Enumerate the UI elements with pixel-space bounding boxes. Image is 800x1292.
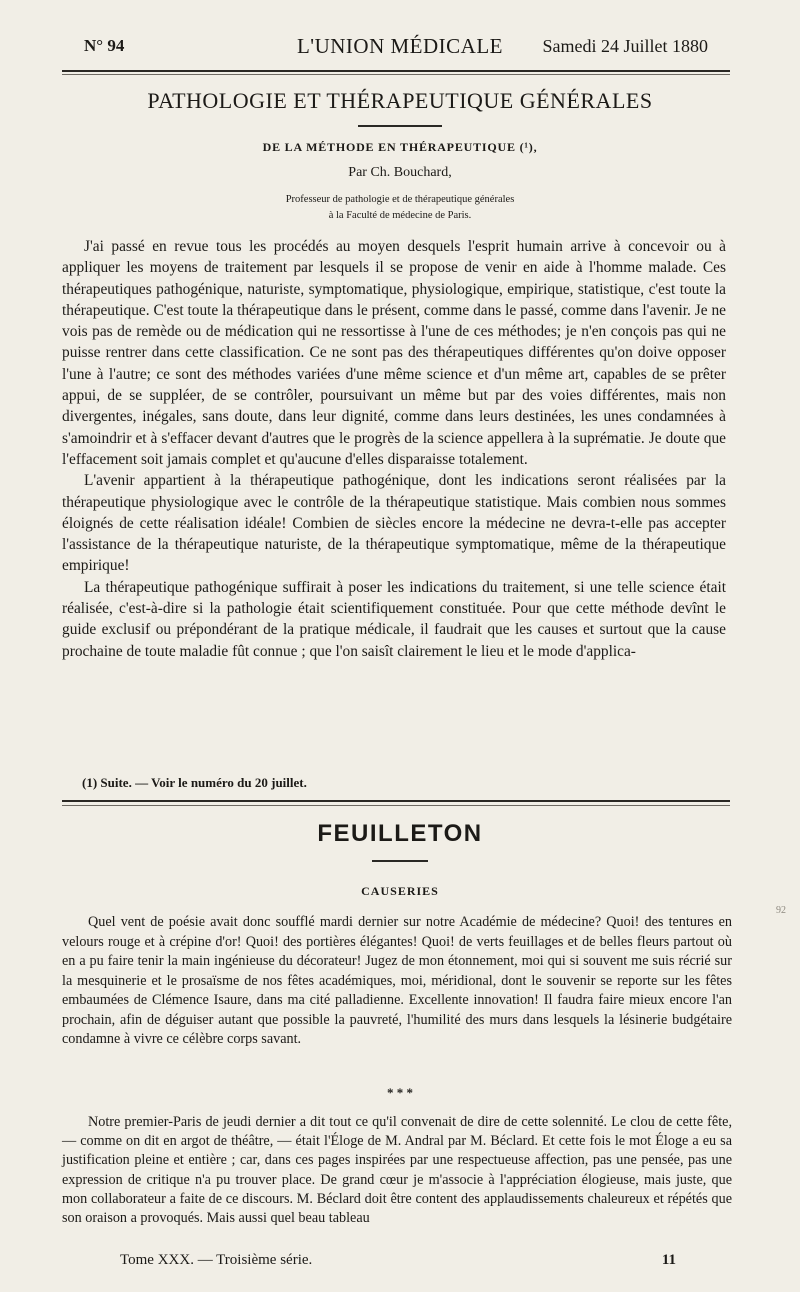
tome-label: Tome XXX. — Troisième série. bbox=[120, 1252, 313, 1268]
margin-mark: 92 bbox=[776, 905, 786, 916]
feuilleton-paragraph: Notre premier-Paris de jeudi dernier a dit tout ce qu'il convenait de dire de cette solennité. Le clou de cette fête, — comme on dit en argot de théâtre, — était l'Éloge de M. Andral par M. Béclard. Et cette fois le mot Éloge a eu sa justification pleine et entière ; car, dans ces pages inspirées par une respectueuse affection, pas une pensée, pas une expression de critique n'a pu trouver place. De grand cœur je m'associe à l'appréciation élogieuse, mais juste, que mon collaborateur a faite de ce discours. M. Béclard doit être content des applaudissements chaleureux et répétés que son oraison a provoqués. Mais aussi quel beau tableau bbox=[62, 1114, 732, 1227]
feuilleton-subheading: CAUSERIES bbox=[361, 884, 439, 898]
feuilleton-body-continued bbox=[62, 1113, 732, 1228]
affiliation-line-1: Professeur de pathologie et de thérapeutique générales bbox=[285, 194, 515, 205]
feuilleton-rule bbox=[62, 800, 730, 802]
article-byline: Par Ch. Bouchard, bbox=[348, 165, 452, 180]
page-number: 11 bbox=[661, 1252, 676, 1268]
article-title-note: (¹), bbox=[519, 140, 538, 154]
feuilleton-paragraph: Quel vent de poésie avait donc soufflé mardi dernier sur notre Académie de médecine? Quoi! des tentures en velours rouge et à crépine d'or! Quoi! des portières élégantes! Quoi! de verts feuillages et de belles fleurs partout où en a pu faire tenir la main ingénieuse du décorateur! Jugez de mon étonnement, moi qui si souvent me suis récrié sur la mesquinerie et le prosaïsme de nos fêtes académiques, moi, méridional, dont le souvenir se reporte sur les fêtes embaumées de Clémence Isaure, dans ma cité palladienne. Excellente innovation! Il faudra faire mieux encore l'an prochain, afin de déguiser autant que possible la pauvreté, l'humilité des murs dans lesquels la lésinerie budgétaire condamne à vivre ce célèbre corps savant. bbox=[62, 914, 732, 1047]
page-footer bbox=[62, 1252, 738, 1274]
affiliation-line-2: à la Faculté de médecine de Paris. bbox=[328, 210, 472, 221]
section-divider bbox=[358, 125, 442, 127]
article-paragraph: J'ai passé en revue tous les procédés au moyen desquels l'esprit humain arrive à concevoir ou à appliquer les moyens de traitement par lesquels il se propose de venir en aide à l'homme malade. Ces thérapeutiques pathogénique, naturiste, symptomatique, physiologique, empirique, statistique, c'est toute la thérapeutique. C'est toute la thérapeutique dans le présent, comme dans le passé, comme dans l'avenir. Je ne vois pas de remède ou de médication qui ne ressortisse à l'une de ces méthodes; je n'en conçois pas qui ne puisse rentrer dans cette classification. Ce ne sont pas des thérapeutiques différentes qu'on doive opposer l'une à l'autre; ce sont des méthodes variées d'une même science et d'un même art, capables de se prêter appui, de se suppléer, de se contrôler, poursuivant un même but par des voies différentes, mais non divergentes, inégales, sans doute, dans leur dignité, comme dans leurs destinées, les unes condamnées à s'amoindrir et à s'effacer devant d'autres que le progrès de la science appellera à la suprématie. Je doute que l'effacement soit jamais complet et qu'aucune d'elles disparaisse totalement. bbox=[62, 238, 726, 468]
article-affiliation bbox=[62, 192, 738, 224]
feuilleton-body bbox=[62, 913, 732, 1050]
asterism: * * * bbox=[387, 1085, 413, 1100]
issue-number: N° 94 bbox=[84, 36, 125, 55]
article-footnote: (1) Suite. — Voir le numéro du 20 juillet. bbox=[82, 775, 307, 790]
article-title bbox=[62, 140, 738, 155]
issue-date: Samedi 24 Juillet 1880 bbox=[542, 36, 708, 56]
article-paragraph: L'avenir appartient à la thérapeutique pathogénique, dont les indications seront réalisées par la thérapeutique physiologique avec le contrôle de la thérapeutique statistique. Mais combien nous sommes éloignés de cette réalisation idéale! Combien de siècles encore la médecine ne devra-t-elle pas accepter l'assistance de la thérapeutique naturiste, de la thérapeutique symptomatique, même de la thérapeutique empirique! bbox=[62, 472, 726, 575]
feuilleton-rule-thin bbox=[62, 805, 730, 806]
feuilleton-divider bbox=[372, 860, 428, 862]
masthead-rule bbox=[62, 70, 730, 72]
article-title-text: DE LA MÉTHODE EN THÉRAPEUTIQUE bbox=[262, 140, 516, 154]
article-paragraph: La thérapeutique pathogénique suffirait à poser les indications du traitement, si une telle science était réalisée, c'est-à-dire si la pathologie était scientifiquement constituée. Pour que cette méthode devînt le guide exclusif ou prépondérant de la pratique médicale, il faudrait que les causes et surtout que la cause prochaine de toute maladie fût connue ; que l'on saisît clairement le lieu et le mode d'applica- bbox=[62, 578, 726, 660]
masthead bbox=[62, 34, 738, 60]
feuilleton-heading: FEUILLETON bbox=[317, 820, 483, 847]
article-body bbox=[62, 236, 726, 662]
journal-title: L'UNION MÉDICALE bbox=[296, 34, 503, 58]
masthead-rule-thin bbox=[62, 74, 730, 75]
section-title: PATHOLOGIE ET THÉRAPEUTIQUE GÉNÉRALES bbox=[147, 88, 653, 113]
